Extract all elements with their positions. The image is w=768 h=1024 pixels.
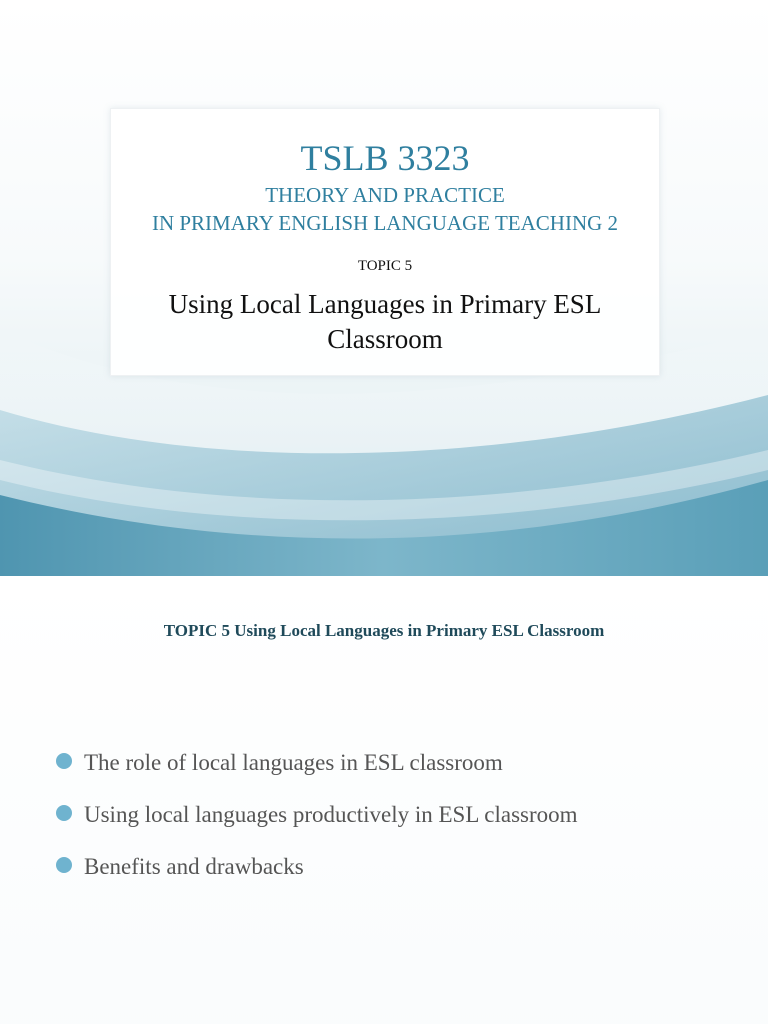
course-code: TSLB 3323	[300, 138, 470, 178]
bullet-list	[56, 746, 578, 902]
bullet-text: Using local languages productively in ESL classroom	[84, 802, 578, 827]
bullet-text: Benefits and drawbacks	[84, 854, 304, 879]
topic-title	[111, 287, 659, 357]
list-item	[56, 798, 578, 850]
list-item	[56, 746, 578, 798]
topic-title-line-1: Using Local Languages in Primary ESL	[168, 289, 602, 319]
bullet-dot-icon	[56, 857, 72, 873]
topic-label: TOPIC 5	[357, 258, 413, 274]
bullet-text: The role of local languages in ESL classroom	[84, 750, 503, 775]
bullet-dot-icon	[56, 753, 72, 769]
course-subtitle-line-1: THEORY AND PRACTICE	[265, 183, 505, 207]
bullet-dot-icon	[56, 805, 72, 821]
title-box	[110, 108, 660, 376]
content-slide-heading: TOPIC 5 Using Local Languages in Primary ESL Classroom	[163, 621, 605, 640]
topic-title-line-2: Classroom	[327, 324, 443, 355]
list-item	[56, 850, 578, 902]
course-subtitle-line-2: IN PRIMARY ENGLISH LANGUAGE TEACHING 2	[151, 211, 619, 235]
